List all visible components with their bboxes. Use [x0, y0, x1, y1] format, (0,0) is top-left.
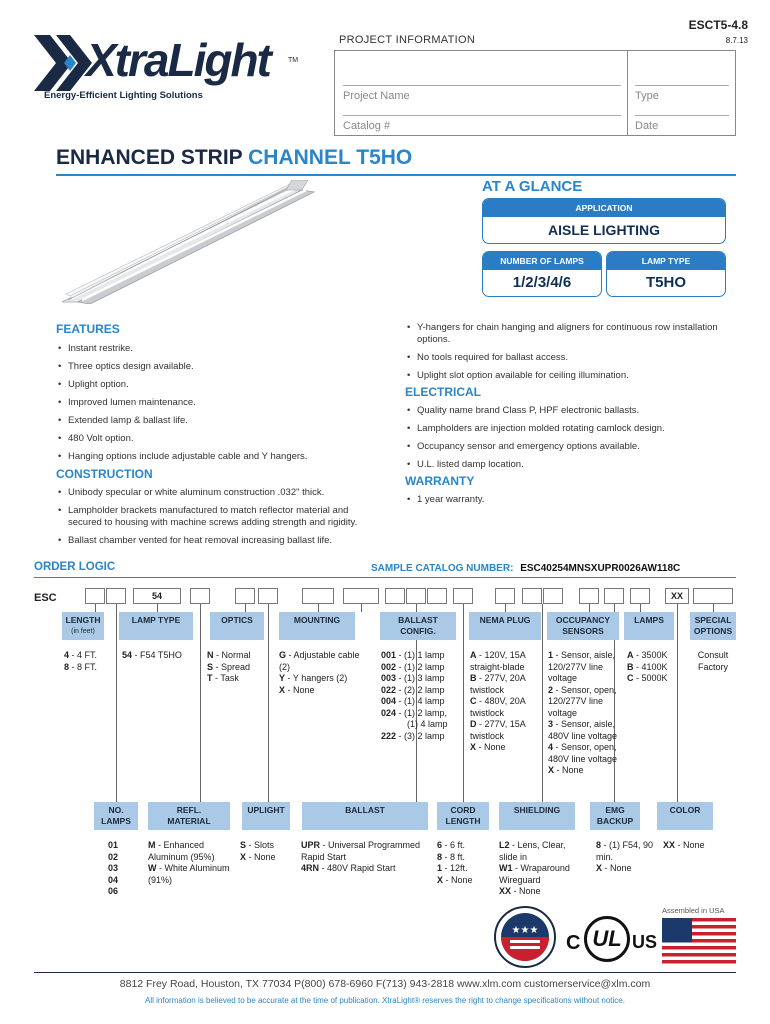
no-lamps-option: 02 [108, 851, 119, 862]
emg-backup-option: 8 - (1) F54, 90 min. [596, 840, 654, 862]
no-lamps-header: NO. LAMPS [94, 802, 138, 830]
lamps-option: B - 4100K [627, 661, 668, 672]
lamps-options [627, 650, 687, 685]
features-item: • Instant restrike. [56, 343, 386, 355]
features-item: • Improved lumen maintenance. [56, 397, 386, 409]
uplight-option: X - None [240, 851, 276, 862]
cord-length-option: 8 - 8 ft. [437, 851, 466, 862]
refl-material-options [148, 840, 234, 886]
ballast-config-option-cont: (1) 4 lamp [407, 719, 448, 729]
code-box-nema[interactable] [495, 588, 515, 604]
footer-disclaimer: All information is believed to be accurate at the time of publication. XtraLight® reserves the right to change specifications without notice. [145, 996, 625, 1005]
code-box-shielding-2[interactable] [543, 588, 563, 604]
connector-shielding [542, 604, 543, 802]
nema-plug-option: B - 277V, 20A twistlock [470, 673, 526, 695]
page-title [56, 146, 412, 170]
electrical-item: • Occupancy sensor and emergency options available. [405, 441, 735, 453]
connector-uplight [268, 604, 269, 802]
code-box-shielding-1[interactable] [522, 588, 542, 604]
ballast-config-option: 022 - (2) 2 lamp [381, 684, 445, 695]
no-lamps-option: 01 [108, 840, 119, 850]
mounting-option: G - Adjustable cable (2) [279, 650, 360, 672]
logo-tagline: Energy-Efficient Lighting Solutions [44, 90, 203, 101]
construction-heading: CONSTRUCTION [56, 467, 153, 481]
ballast-config-option: 002 - (1) 2 lamp [381, 661, 445, 672]
cord-length-option: 6 - 6 ft. [437, 840, 466, 850]
ul-listed-icon [566, 914, 660, 966]
connector-color [677, 604, 678, 802]
no-lamps-options [108, 840, 128, 898]
ballast-config-option: 024 - (1) 2 lamp, [381, 707, 448, 718]
project-name-label: Project Name [343, 90, 410, 102]
catalog-label: Catalog # [343, 120, 391, 132]
mounting-options [279, 650, 365, 696]
connector-length [95, 604, 96, 612]
connector-mounting [318, 604, 319, 612]
lamp-type-options [122, 650, 202, 662]
lamp-type-panel [606, 251, 726, 297]
special-options-header: SPECIAL OPTIONS [690, 612, 736, 640]
svg-text:★★★: ★★★ [511, 925, 539, 936]
shielding-option: XX - None [499, 886, 541, 896]
ballast-config-option: 004 - (1) 4 lamp [381, 696, 445, 706]
special-options-value: Consult Factory [697, 650, 729, 672]
features-heading: FEATURES [56, 322, 120, 336]
logo-trademark: TM [288, 57, 299, 64]
ballast-options [301, 840, 431, 875]
length-header-label: LENGTH [65, 615, 101, 625]
footer-rule [34, 972, 736, 973]
ul-c-letter: C [566, 932, 581, 954]
features-section [56, 322, 386, 553]
electrical-item: • Quality name brand Class P, HPF electronic ballasts. [405, 405, 735, 417]
nema-plug-option: C - 480V, 20A twistlock [470, 696, 526, 718]
construction-item: • Lampholder brackets manufactured to match reflector material and secured to housing with machine screws adding strength and rigidity. [56, 505, 386, 529]
nema-plug-option: D - 277V, 15A twistlock [470, 719, 526, 741]
shielding-header: SHIELDING [499, 802, 575, 830]
connector-nema [505, 604, 506, 612]
ballast-option: 4RN - 480V Rapid Start [301, 863, 396, 873]
warranty-heading: WARRANTY [405, 474, 475, 488]
logo-wordmark: XtraLight [86, 34, 270, 86]
shielding-option: L2 - Lens, Clear, slide in [499, 840, 566, 862]
lamp-type-label: LAMP TYPE [607, 252, 725, 270]
length-option: 4 - 4 FT. [64, 650, 98, 660]
application-panel [482, 198, 726, 244]
electrical-item: • U.L. listed damp location. [405, 459, 735, 471]
no-lamps-option: 03 [108, 863, 119, 873]
code-box-ballast-1[interactable] [385, 588, 405, 604]
code-box-nolamps[interactable] [106, 588, 126, 604]
code-box-color[interactable]: XX [665, 588, 689, 604]
date-field[interactable] [635, 115, 729, 132]
connector-lamps [640, 604, 641, 612]
mounting-option: X - None [279, 684, 315, 695]
features-item: • Three optics design available. [56, 361, 386, 373]
optics-options [207, 650, 269, 685]
application-value: AISLE LIGHTING [548, 222, 660, 238]
title-part1: ENHANCED STRIP [56, 146, 249, 169]
code-box-length[interactable] [85, 588, 105, 604]
electrical-list [405, 405, 735, 471]
code-box-lamps[interactable] [630, 588, 650, 604]
code-box-mounting[interactable] [302, 588, 334, 604]
connector-occupancy [589, 604, 590, 612]
lamps-option: A - 3500K [627, 650, 668, 660]
emg-backup-option: X - None [596, 863, 632, 873]
esc-prefix: ESC [34, 592, 57, 604]
refl-material-header: REFL. MATERIAL [148, 802, 230, 830]
ul-us-letters: US [632, 932, 658, 952]
occupancy-option: 1 - Sensor, aisle, 120/277V line voltage [548, 650, 616, 683]
code-box-ballast-config[interactable] [343, 588, 379, 604]
code-box-special[interactable] [693, 588, 733, 604]
order-logic-heading: ORDER LOGIC [34, 561, 116, 573]
length-header [62, 612, 104, 640]
refl-material-option: W - White Aluminum (91%) [148, 863, 230, 885]
project-info-heading: PROJECT INFORMATION [339, 34, 476, 46]
nema-plug-option: A - 120V, 15A straight-blade [470, 650, 526, 672]
sample-catalog-number [371, 563, 680, 574]
ballast-header: BALLAST [302, 802, 428, 830]
optics-header: OPTICS [210, 612, 264, 640]
code-box-uplight[interactable] [258, 588, 278, 604]
occupancy-header: OCCUPANCY SENSORS [547, 612, 619, 640]
sample-catalog-value: ESC40254MNSXUPR0026AW118C [520, 563, 681, 574]
occupancy-option: 4 - Sensor, open, 480V line voltage [548, 742, 618, 764]
features-item: • Uplight slot option available for ceiling illumination. [405, 370, 735, 382]
features-item: • Y-hangers for chain hanging and aligners for continuous row installation options. [405, 322, 735, 346]
features-right-list [405, 322, 735, 382]
length-option: 8 - 8 FT. [64, 661, 98, 672]
mounting-header: MOUNTING [279, 612, 355, 640]
construction-item: • Ballast chamber vented for heat removal increasing ballast life. [56, 535, 386, 547]
connector-refl [200, 604, 201, 802]
construction-list [56, 487, 386, 547]
code-box-optics[interactable] [235, 588, 255, 604]
mounting-option: Y - Y hangers (2) [279, 673, 348, 683]
project-form-divider [627, 51, 628, 135]
nema-plug-header: NEMA PLUG [469, 612, 541, 640]
type-field[interactable] [635, 85, 729, 102]
code-box-refl[interactable] [190, 588, 210, 604]
number-of-lamps-panel [482, 251, 602, 297]
color-header: COLOR [657, 802, 713, 830]
shielding-options [499, 840, 583, 898]
occupancy-option: X - None [548, 765, 584, 775]
uplight-header: UPLIGHT [242, 802, 290, 830]
ballast-config-option: 001 - (1) 1 lamp [381, 650, 445, 660]
cord-length-header: CORD LENGTH [437, 802, 489, 830]
nema-plug-option: X - None [470, 742, 506, 752]
uplight-option: S - Slots [240, 840, 275, 850]
ballast-config-option: 003 - (1) 3 lamp [381, 673, 445, 683]
uplight-options [240, 840, 300, 863]
code-box-occupancy[interactable] [579, 588, 599, 604]
lamp-type-option: 54 - F54 T5HO [122, 650, 182, 660]
lamps-header: LAMPS [624, 612, 674, 640]
optics-option: S - Spread [207, 661, 251, 672]
occupancy-option: 3 - Sensor, aisle, 480V line voltage [548, 719, 618, 741]
features-item: • No tools required for ballast access. [405, 352, 735, 364]
usa-seal-icon [494, 906, 556, 968]
type-label: Type [635, 90, 659, 102]
features-list [56, 343, 386, 463]
features-item: • Extended lamp & ballast life. [56, 415, 386, 427]
footer-address: 8812 Frey Road, Houston, TX 77034 P(800) 678-6960 F(713) 943-2818 www.xlm.com customerservice@xlm.com [119, 978, 651, 990]
features-item: • 480 Volt option. [56, 433, 386, 445]
ballast-option: UPR - Universal Programmed Rapid Start [301, 840, 421, 862]
features-right-section [405, 322, 735, 512]
no-lamps-option: 04 [108, 874, 119, 885]
catalog-field[interactable] [343, 115, 621, 132]
assembled-in-usa-label: Assembled in USA [662, 906, 725, 915]
sample-catalog-label: SAMPLE CATALOG NUMBER: [371, 563, 514, 574]
usa-flag-icon [662, 918, 736, 964]
code-box-ballast-2[interactable] [406, 588, 426, 604]
number-of-lamps-value: 1/2/3/4/6 [512, 274, 572, 291]
electrical-item: • Lampholders are injection molded rotating camlock design. [405, 423, 735, 435]
ballast-config-option: 222 - (3) 2 lamp [381, 730, 445, 741]
optics-option: N - Normal [207, 650, 251, 660]
document-code: ESCT5-4.8 [688, 18, 748, 32]
connector-ballast-config [361, 604, 362, 612]
code-box-cord[interactable] [453, 588, 473, 604]
features-item: • Hanging options include adjustable cable and Y hangers. [56, 451, 386, 463]
lamp-type-header: LAMP TYPE [119, 612, 193, 640]
lamps-option: C - 5000K [627, 673, 668, 683]
at-a-glance-heading: AT A GLANCE [482, 178, 583, 195]
order-logic-rule [34, 577, 736, 578]
length-header-sub: (in feet) [71, 628, 95, 635]
optics-option: T - Task [207, 673, 239, 683]
ul-circle [584, 916, 630, 962]
features-item: • Uplight option. [56, 379, 386, 391]
number-of-lamps-label: NUMBER OF LAMPS [483, 252, 601, 270]
connector-lamptype [157, 604, 158, 612]
ul-mark: UL [592, 926, 622, 951]
date-label: Date [635, 120, 659, 132]
electrical-heading: ELECTRICAL [405, 385, 481, 399]
nema-plug-options [470, 650, 538, 754]
cord-length-option: 1 - 12ft. [437, 863, 468, 873]
document-date: 8.7.13 [725, 36, 748, 45]
connector-special [713, 604, 714, 612]
cord-length-option: X - None [437, 874, 473, 885]
occupancy-options [548, 650, 618, 777]
construction-item: • Unibody specular or white aluminum construction .032" thick. [56, 487, 386, 499]
shielding-option: W1 - Wraparound Wireguard [499, 863, 570, 885]
emg-backup-options [596, 840, 656, 875]
lamp-type-value: T5HO [645, 274, 686, 291]
application-label: APPLICATION [483, 199, 725, 217]
project-info-form [334, 50, 736, 136]
color-options [663, 840, 723, 852]
length-options [64, 650, 114, 673]
title-rule [56, 174, 736, 176]
no-lamps-option: 06 [108, 886, 119, 896]
code-box-emg[interactable] [604, 588, 624, 604]
connector-nolamps [116, 604, 117, 802]
emg-backup-header: EMG BACKUP [590, 802, 640, 830]
ballast-config-header: BALLAST CONFIG. [380, 612, 456, 640]
xtralight-logo [34, 33, 304, 103]
ballast-config-options [381, 650, 467, 742]
refl-material-option: M - Enhanced Aluminum (95%) [148, 840, 215, 862]
occupancy-option: 2 - Sensor, open, 120/277V line voltage [548, 684, 617, 718]
project-name-field[interactable] [343, 85, 621, 102]
fixture-image [56, 180, 376, 304]
color-option: XX - None [663, 840, 705, 850]
connector-optics [245, 604, 246, 612]
title-part2: CHANNEL T5HO [248, 146, 413, 169]
cord-length-options [437, 840, 493, 886]
code-box-ballast-3[interactable] [427, 588, 447, 604]
warranty-list [405, 494, 735, 506]
code-box-lamptype[interactable]: 54 [133, 588, 181, 604]
warranty-item: • 1 year warranty. [405, 494, 735, 506]
